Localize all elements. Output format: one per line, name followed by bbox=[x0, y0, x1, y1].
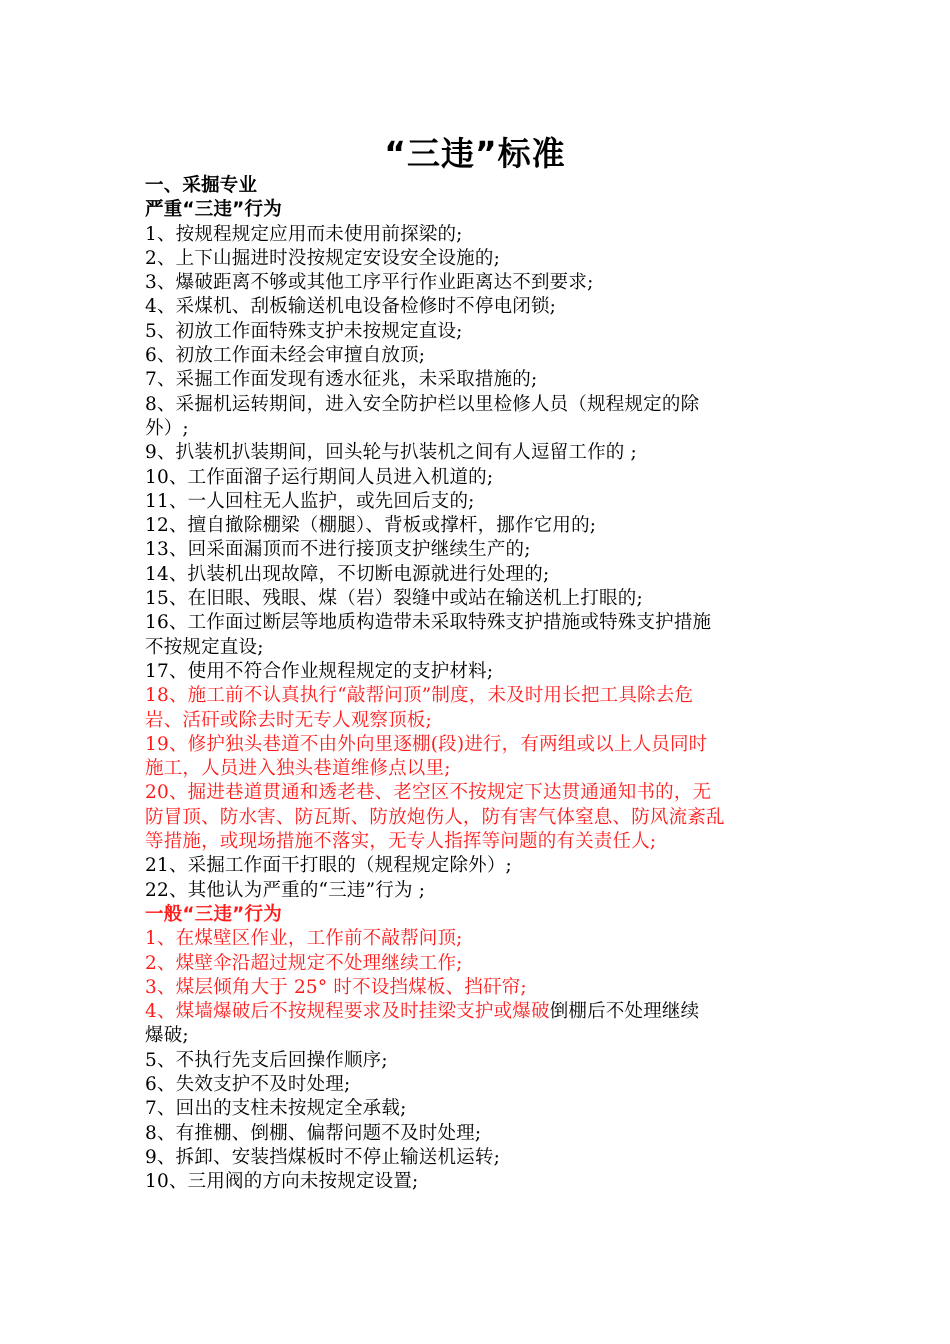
line-text: 12、擅自撤除棚梁（棚腿）、背板或撑杆，挪作它用的; bbox=[145, 515, 597, 537]
text-line bbox=[145, 563, 815, 587]
line-text: 17、使用不符合作业规程规定的支护材料; bbox=[145, 660, 494, 682]
text-line bbox=[145, 441, 815, 465]
text-line bbox=[145, 271, 815, 295]
line-text: 6、失效支护不及时处理; bbox=[145, 1073, 351, 1095]
line-text: 等措施，或现场措施不落实，无专人指挥等问题的有关责任人; bbox=[145, 831, 657, 853]
text-line bbox=[145, 368, 815, 392]
line-text: 8、采掘机运转期间，进入安全防护栏以里检修人员（规程规定的除 bbox=[145, 393, 700, 415]
text-line bbox=[145, 514, 815, 538]
text-line bbox=[145, 1170, 815, 1194]
line-text: 16、工作面过断层等地质构造带未采取特殊支护措施或特殊支护措施 bbox=[145, 612, 712, 634]
line-text-tail: 倒棚后不处理继续 bbox=[549, 1001, 700, 1023]
text-line bbox=[145, 830, 815, 854]
line-text: 严重“三违”行为 bbox=[145, 199, 282, 221]
text-line bbox=[145, 1122, 815, 1146]
line-text: 3、爆破距离不够或其他工序平行作业距离达不到要求; bbox=[145, 272, 594, 294]
line-text: 9、拆卸、安装挡煤板时不停止输送机运转; bbox=[145, 1146, 501, 1168]
text-line bbox=[145, 1049, 815, 1073]
text-line bbox=[145, 198, 815, 222]
text-line bbox=[145, 927, 815, 951]
text-line bbox=[145, 1000, 815, 1024]
text-line bbox=[145, 1146, 815, 1170]
text-line bbox=[145, 733, 815, 757]
text-line bbox=[145, 295, 815, 319]
text-line bbox=[145, 952, 815, 976]
text-line bbox=[145, 320, 815, 344]
text-line bbox=[145, 709, 815, 733]
line-text: 防冒顶、防水害、防瓦斯、防放炮伤人，防有害气体窒息、防风流紊乱 bbox=[145, 806, 725, 828]
line-text: 11、一人回柱无人监护，或先回后支的; bbox=[145, 490, 475, 512]
text-line bbox=[145, 393, 815, 417]
text-line bbox=[145, 1073, 815, 1097]
line-text: 1、按规程规定应用而未使用前探梁的; bbox=[145, 223, 463, 245]
text-line bbox=[145, 466, 815, 490]
text-line bbox=[145, 223, 815, 247]
line-text: 5、不执行先支后回操作顺序; bbox=[145, 1049, 388, 1071]
text-line bbox=[145, 247, 815, 271]
line-text: 外）; bbox=[145, 417, 189, 439]
text-line bbox=[145, 344, 815, 368]
text-line bbox=[145, 806, 815, 830]
line-text: 4、煤墙爆破后不按规程要求及时挂梁支护或爆破 bbox=[145, 1001, 550, 1023]
text-line bbox=[145, 781, 815, 805]
line-text: 21、采掘工作面干打眼的（规程规定除外）; bbox=[145, 855, 512, 877]
line-text: 爆破; bbox=[145, 1025, 189, 1047]
line-text: 7、采掘工作面发现有透水征兆，未采取措施的; bbox=[145, 369, 538, 391]
line-text: 5、初放工作面特殊支护未按规定直设; bbox=[145, 320, 463, 342]
line-text: 4、采煤机、刮板输送机电设备检修时不停电闭锁; bbox=[145, 296, 557, 318]
text-line bbox=[145, 490, 815, 514]
line-text: 2、煤壁伞沿超过规定不处理继续工作; bbox=[145, 952, 463, 974]
text-line bbox=[145, 903, 815, 927]
text-line bbox=[145, 660, 815, 684]
line-text: 2、上下山掘进时没按规定安设安全设施的; bbox=[145, 247, 501, 269]
text-line bbox=[145, 538, 815, 562]
line-text: 一般“三违”行为 bbox=[145, 903, 282, 925]
line-text: 岩、活矸或除去时无专人观察顶板; bbox=[145, 709, 432, 731]
text-line bbox=[145, 1024, 815, 1048]
line-text: 6、初放工作面未经会审擅自放顶; bbox=[145, 345, 426, 367]
document-title: “三违”标准 bbox=[384, 134, 566, 173]
line-text: 19、修护独头巷道不由外向里逐棚(段)进行，有两组或以上人员同时 bbox=[145, 733, 708, 755]
line-text: 7、回出的支柱未按规定全承载; bbox=[145, 1098, 407, 1120]
line-text: 13、回采面漏顶而不进行接顶支护继续生产的; bbox=[145, 539, 531, 561]
line-text: 10、工作面溜子运行期间人员进入机道的; bbox=[145, 466, 494, 488]
text-line bbox=[145, 417, 815, 441]
line-text: 3、煤层倾角大于 25° 时不设挡煤板、挡矸帘; bbox=[145, 976, 527, 998]
line-text: 8、有推棚、倒棚、偏帮问题不及时处理; bbox=[145, 1122, 482, 1144]
line-text: 1、在煤壁区作业，工作前不敲帮问顶; bbox=[145, 928, 463, 950]
text-line bbox=[145, 684, 815, 708]
text-line bbox=[145, 587, 815, 611]
text-line bbox=[145, 757, 815, 781]
line-text: 18、施工前不认真执行“敲帮问顶”制度，未及时用长把工具除去危 bbox=[145, 685, 694, 707]
text-line bbox=[145, 1097, 815, 1121]
line-text: 10、三用阀的方向未按规定设置; bbox=[145, 1171, 419, 1193]
line-text: 不按规定直设; bbox=[145, 636, 264, 658]
line-text: 施工，人员进入独头巷道维修点以里; bbox=[145, 758, 451, 780]
line-text: 22、其他认为严重的“三违”行为 ; bbox=[145, 879, 426, 901]
line-text: 15、在旧眼、残眼、煤（岩）裂缝中或站在输送机上打眼的; bbox=[145, 588, 643, 610]
document-body bbox=[145, 174, 815, 1194]
text-line bbox=[145, 879, 815, 903]
line-text: 20、掘进巷道贯通和透老巷、老空区不按规定下达贯通通知书的，无 bbox=[145, 782, 712, 804]
text-line bbox=[145, 636, 815, 660]
text-line bbox=[145, 611, 815, 635]
line-text: 9、扒装机扒装期间，回头轮与扒装机之间有人逗留工作的 ; bbox=[145, 442, 637, 464]
line-text: 14、扒装机出现故障，不切断电源就进行处理的; bbox=[145, 563, 550, 585]
line-text: 一、采掘专业 bbox=[145, 175, 258, 196]
text-line bbox=[145, 854, 815, 878]
text-line bbox=[145, 976, 815, 1000]
text-line bbox=[145, 174, 815, 198]
